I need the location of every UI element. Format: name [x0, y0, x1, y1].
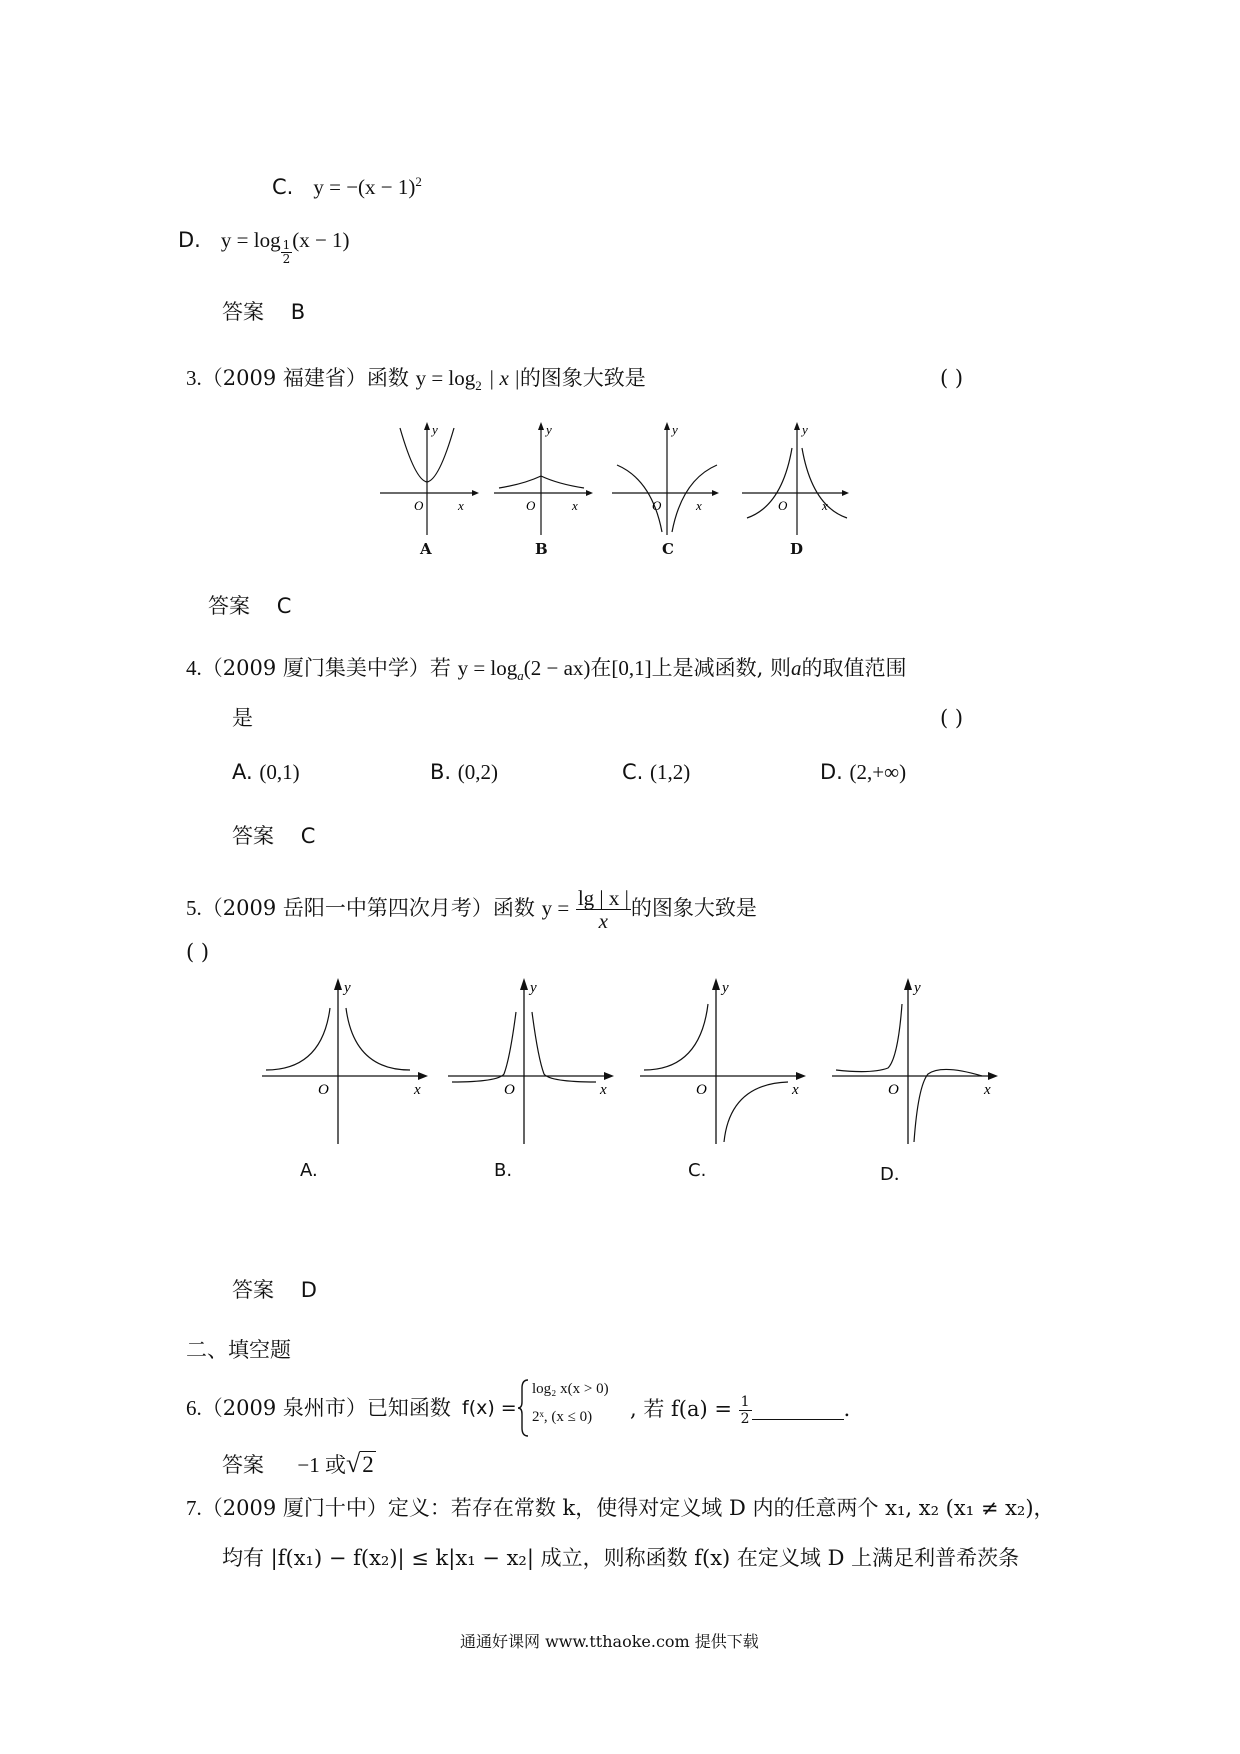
- q6-brace: [518, 1378, 530, 1438]
- q2-answer: 答案 B: [222, 300, 306, 324]
- q4-answer: 答案 C: [232, 824, 316, 848]
- q3-b-axis-y: y: [546, 422, 552, 437]
- q5-graph-label-a: A.: [300, 1160, 318, 1181]
- q2-option-c: C. $y = -(x - 1)^2$: [272, 174, 422, 199]
- q3-a-origin: O: [414, 498, 424, 513]
- q5-graph-a: [262, 978, 432, 1148]
- page-footer: 通通好课网 www.tthaoke.com 提供下载: [460, 1632, 759, 1651]
- q6-answer: 答案 −1 或√2: [222, 1449, 374, 1478]
- q3-graph-a: [380, 420, 480, 540]
- q5-c-origin: O: [696, 1082, 707, 1098]
- q3-graph-label-c: C: [662, 540, 674, 558]
- q6-answer-blank: [752, 1401, 844, 1420]
- q3-a-axis-x: x: [458, 498, 464, 513]
- q5-graph-label-b: B.: [494, 1160, 513, 1181]
- q6-question-tail: , 若 f(a) = $\frac{1}{2}$ ．: [630, 1394, 865, 1427]
- q5-graph-c: [640, 978, 810, 1148]
- q3-graph-d: [742, 420, 852, 540]
- q3-graph-label-b: B: [535, 540, 548, 558]
- q5-answer: 答案 D: [232, 1278, 317, 1302]
- q5-b-origin: O: [504, 1082, 515, 1098]
- q3-graph-label-d: D: [790, 540, 804, 558]
- q3-a-axis-y: y: [432, 422, 438, 437]
- q5-d-axis-x: x: [984, 1082, 991, 1098]
- q3-b-origin: O: [526, 498, 536, 513]
- q5-fraction: $\frac{\lg | x |}{x}$: [577, 886, 629, 933]
- q3-b-axis-x: x: [572, 498, 578, 513]
- q3-graph-c: [612, 420, 722, 540]
- q5-d-origin: O: [888, 1082, 899, 1098]
- q5-answer-paren: ( ): [186, 940, 210, 964]
- q6-piece-1: log₂ x(x > 0): [532, 1381, 609, 1397]
- q4-option-a: A. (0,1): [232, 760, 300, 784]
- q6-rhs: $\frac{1}{2}$: [740, 1394, 750, 1427]
- section-title-fill-blank: 二、填空题: [186, 1338, 291, 1362]
- q6-fx: f(x) =: [462, 1397, 517, 1419]
- q4-option-c: C. (1,2): [622, 760, 691, 784]
- q5-b-axis-x: x: [600, 1082, 607, 1098]
- q3-graph-label-a: A: [420, 540, 432, 558]
- q5-a-axis-x: x: [414, 1082, 421, 1098]
- q4-option-d: D. (2,+∞): [820, 760, 907, 784]
- q5-graph-label-c: C.: [688, 1160, 707, 1181]
- q6-question-lead: 6.（2009 泉州市）已知函数: [186, 1396, 451, 1420]
- q3-c-axis-y: y: [672, 422, 678, 437]
- q5-question: 5.（2009 岳阳一中第四次月考）函数 y = $\frac{\lg | x |}{x}$ 的图象大致是: [186, 886, 757, 933]
- q5-c-axis-y: y: [722, 980, 729, 996]
- q3-question: 3.（2009 福建省）函数 $y = \log_2$ | x |的图象大致是: [186, 366, 646, 394]
- q5-c-axis-x: x: [792, 1082, 799, 1098]
- q3-answer: 答案 C: [208, 594, 292, 618]
- q5-b-axis-y: y: [530, 980, 537, 996]
- q5-d-axis-y: y: [914, 980, 921, 996]
- q4-question: 4.（2009 厦门集美中学）若 $y = \log_a(2 - ax)$在[0,1]上是减函数, 则a的取值范围: [186, 656, 907, 684]
- q4-answer-paren: ( ): [940, 706, 964, 730]
- q3-graph-b: [494, 420, 594, 540]
- q7-question-line2: 均有 |f(x₁) − f(x₂)| ≤ k|x₁ − x₂| 成立，则称函数 f(x) 在定义域 D 上满足利普希茨条: [222, 1546, 1020, 1570]
- q3-answer-paren: ( ): [940, 366, 964, 390]
- q7-question-line1: 7.（2009 厦门十中）定义：若存在常数 k，使得对定义域 D 内的任意两个 x₁, x₂ (x₁ ≠ x₂)，: [186, 1496, 1055, 1520]
- q4-question-line2: 是: [232, 706, 253, 730]
- q3-c-axis-x: x: [696, 498, 702, 513]
- q3-d-origin: O: [778, 498, 788, 513]
- q4-option-b: B. (0,2): [430, 760, 499, 784]
- q5-a-axis-y: y: [344, 980, 351, 996]
- q3-d-axis-x: x: [822, 498, 828, 513]
- q2-log-base: $\frac{1}{2}$: [282, 238, 291, 266]
- q6-piece-2: 2ˣ, (x ≤ 0): [532, 1409, 593, 1425]
- q3-d-axis-y: y: [802, 422, 808, 437]
- q5-graph-label-d: D．: [880, 1164, 912, 1185]
- q5-graph-b: [448, 978, 618, 1148]
- q3-c-origin: O: [652, 498, 662, 513]
- q5-graph-d: [832, 978, 1002, 1148]
- q2-option-d: D. y = log $\frac{1}{2}$ (x − 1): [178, 228, 350, 266]
- q5-a-origin: O: [318, 1082, 329, 1098]
